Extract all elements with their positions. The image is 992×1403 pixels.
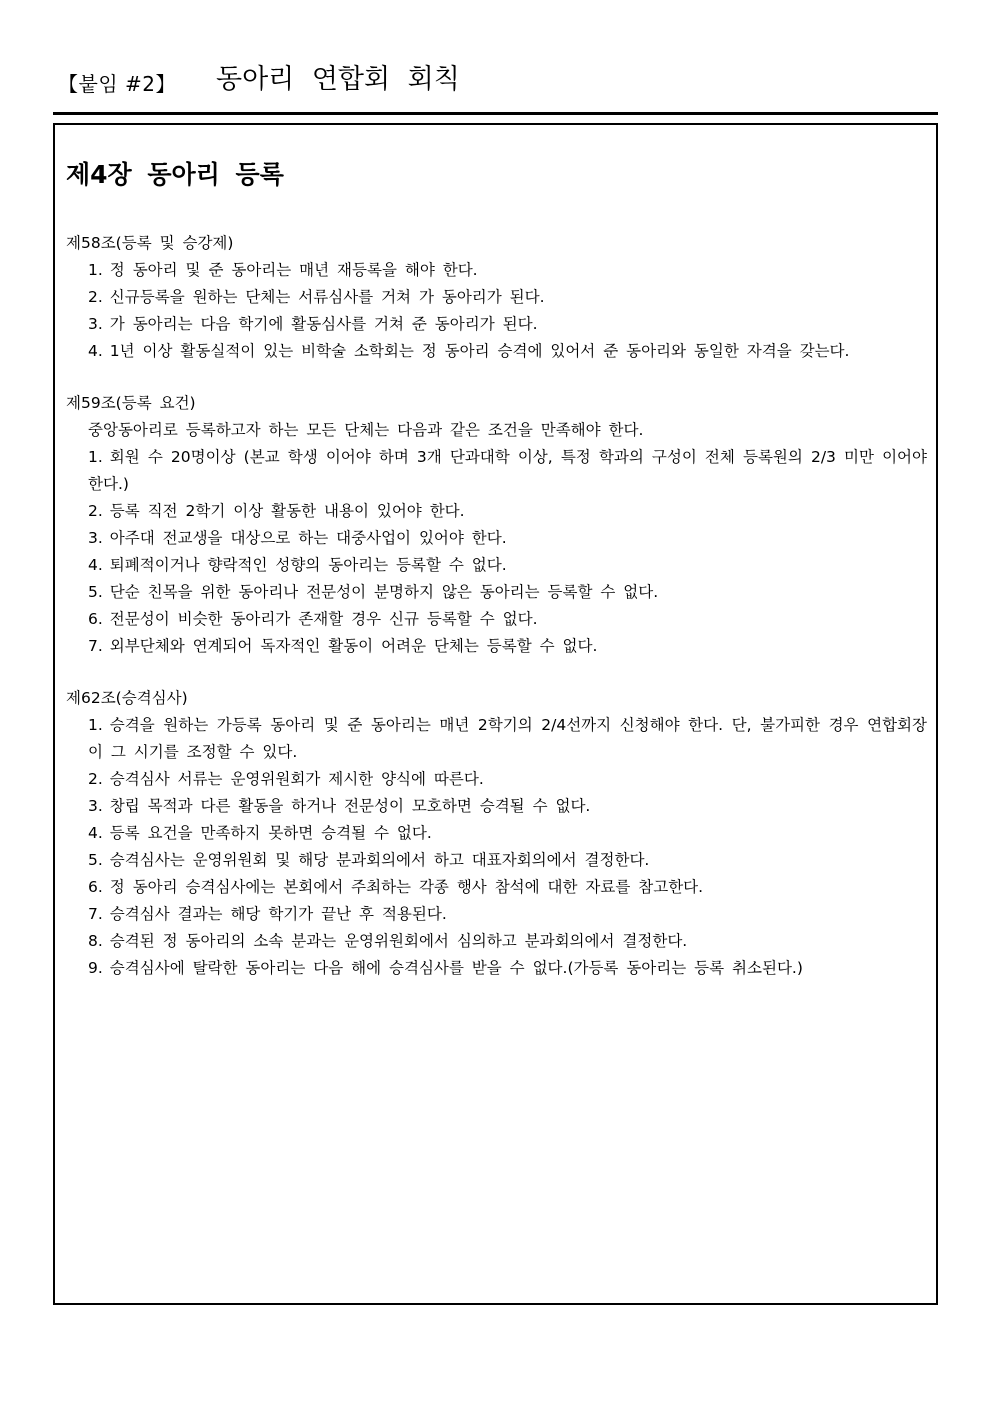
item-number: 1. <box>88 448 103 466</box>
article-section-58 <box>66 230 927 365</box>
item-text: 전문성이 비슷한 동아리가 존재할 경우 신규 등록할 수 없다. <box>109 610 538 628</box>
item-number: 1. <box>88 716 103 734</box>
article-body <box>88 417 927 660</box>
item-text: 승격심사 서류는 운영위원회가 제시한 양식에 따른다. <box>109 770 484 788</box>
item-text: 단순 친목을 위한 동아리나 전문성이 분명하지 않은 동아리는 등록할 수 없다. <box>109 583 659 601</box>
item-text: 가 동아리는 다음 학기에 활동심사를 거쳐 준 동아리가 된다. <box>109 315 538 333</box>
document-frame <box>53 123 938 1305</box>
article-heading: 제62조(승격심사) <box>66 689 188 707</box>
chapter-title: 제4장 동아리 등록 <box>66 160 284 189</box>
item-number: 4. <box>88 556 103 574</box>
article-item <box>88 928 927 955</box>
item-number: 5. <box>88 583 103 601</box>
item-number: 2. <box>88 770 103 788</box>
attachment-label: 【붙임 #2】 <box>58 72 176 96</box>
article-item <box>88 257 927 284</box>
item-text: 등록 직전 2학기 이상 활동한 내용이 있어야 한다. <box>109 502 465 520</box>
item-text: 등록 요건을 만족하지 못하면 승격될 수 없다. <box>109 824 432 842</box>
item-number: 6. <box>88 878 103 896</box>
item-number: 2. <box>88 502 103 520</box>
article-section-59 <box>66 390 927 660</box>
item-number: 6. <box>88 610 103 628</box>
article-heading: 제59조(등록 요건) <box>66 394 196 412</box>
article-item <box>88 820 927 847</box>
item-number: 4. <box>88 342 103 360</box>
item-text: 신규등록을 원하는 단체는 서류심사를 거쳐 가 동아리가 된다. <box>109 288 545 306</box>
article-section-62 <box>66 685 927 982</box>
item-number: 3. <box>88 529 103 547</box>
article-item <box>88 874 927 901</box>
document-title: 동아리 연합회 회칙 <box>216 64 460 95</box>
article-item <box>88 525 927 552</box>
header-rule <box>53 112 938 115</box>
article-item <box>88 633 927 660</box>
item-number: 5. <box>88 851 103 869</box>
item-number: 2. <box>88 288 103 306</box>
item-number: 8. <box>88 932 103 950</box>
item-number: 3. <box>88 315 103 333</box>
item-number: 3. <box>88 797 103 815</box>
article-item <box>88 311 927 338</box>
item-text: 정 동아리 및 준 동아리는 매년 재등록을 해야 한다. <box>109 261 478 279</box>
article-item <box>88 847 927 874</box>
article-body <box>88 257 927 365</box>
item-text: 승격된 정 동아리의 소속 분과는 운영위원회에서 심의하고 분과회의에서 결정한다. <box>109 932 688 950</box>
article-item <box>88 955 927 982</box>
item-text: 창립 목적과 다른 활동을 하거나 전문성이 모호하면 승격될 수 없다. <box>109 797 591 815</box>
item-text: 외부단체와 연계되어 독자적인 활동이 어려운 단체는 등록할 수 없다. <box>109 637 598 655</box>
item-text: 승격을 원하는 가등록 동아리 및 준 동아리는 매년 2학기의 2/4선까지 신청해야 한다. 단, 불가피한 경우 연합회장이 그 시기를 조정할 수 있다. <box>88 716 927 761</box>
item-number: 1. <box>88 261 103 279</box>
item-text: 승격심사는 운영위원회 및 해당 분과회의에서 하고 대표자회의에서 결정한다. <box>109 851 650 869</box>
item-number: 7. <box>88 905 103 923</box>
item-text: 승격심사에 탈락한 동아리는 다음 해에 승격심사를 받을 수 없다.(가등록 동아리는 등록 취소된다.) <box>109 959 803 977</box>
item-text: 아주대 전교생을 대상으로 하는 대중사업이 있어야 한다. <box>109 529 507 547</box>
article-item <box>88 712 927 766</box>
item-text: 정 동아리 승격심사에는 본회에서 주최하는 각종 행사 참석에 대한 자료를 참고한다. <box>109 878 704 896</box>
item-number: 7. <box>88 637 103 655</box>
item-number: 4. <box>88 824 103 842</box>
article-body <box>88 712 927 982</box>
article-heading: 제58조(등록 및 승강제) <box>66 234 234 252</box>
article-item <box>88 552 927 579</box>
article-item <box>88 579 927 606</box>
article-item <box>88 498 927 525</box>
article-item <box>88 284 927 311</box>
item-text: 1년 이상 활동실적이 있는 비학술 소학회는 정 동아리 승격에 있어서 준 동아리와 동일한 자격을 갖는다. <box>109 342 850 360</box>
article-item <box>88 901 927 928</box>
item-number: 9. <box>88 959 103 977</box>
article-item <box>88 606 927 633</box>
article-item <box>88 793 927 820</box>
item-text: 퇴폐적이거나 향락적인 성향의 동아리는 등록할 수 없다. <box>109 556 507 574</box>
article-item <box>88 444 927 498</box>
article-item <box>88 766 927 793</box>
item-text: 회원 수 20명이상 (본교 학생 이어야 하며 3개 단과대학 이상, 특정 학과의 구성이 전체 등록원의 2/3 미만 이어야 한다.) <box>88 448 927 493</box>
article-item <box>88 338 927 365</box>
item-text: 승격심사 결과는 해당 학기가 끝난 후 적용된다. <box>109 905 447 923</box>
article-intro: 중앙동아리로 등록하고자 하는 모든 단체는 다음과 같은 조건을 만족해야 한다. <box>88 421 644 439</box>
